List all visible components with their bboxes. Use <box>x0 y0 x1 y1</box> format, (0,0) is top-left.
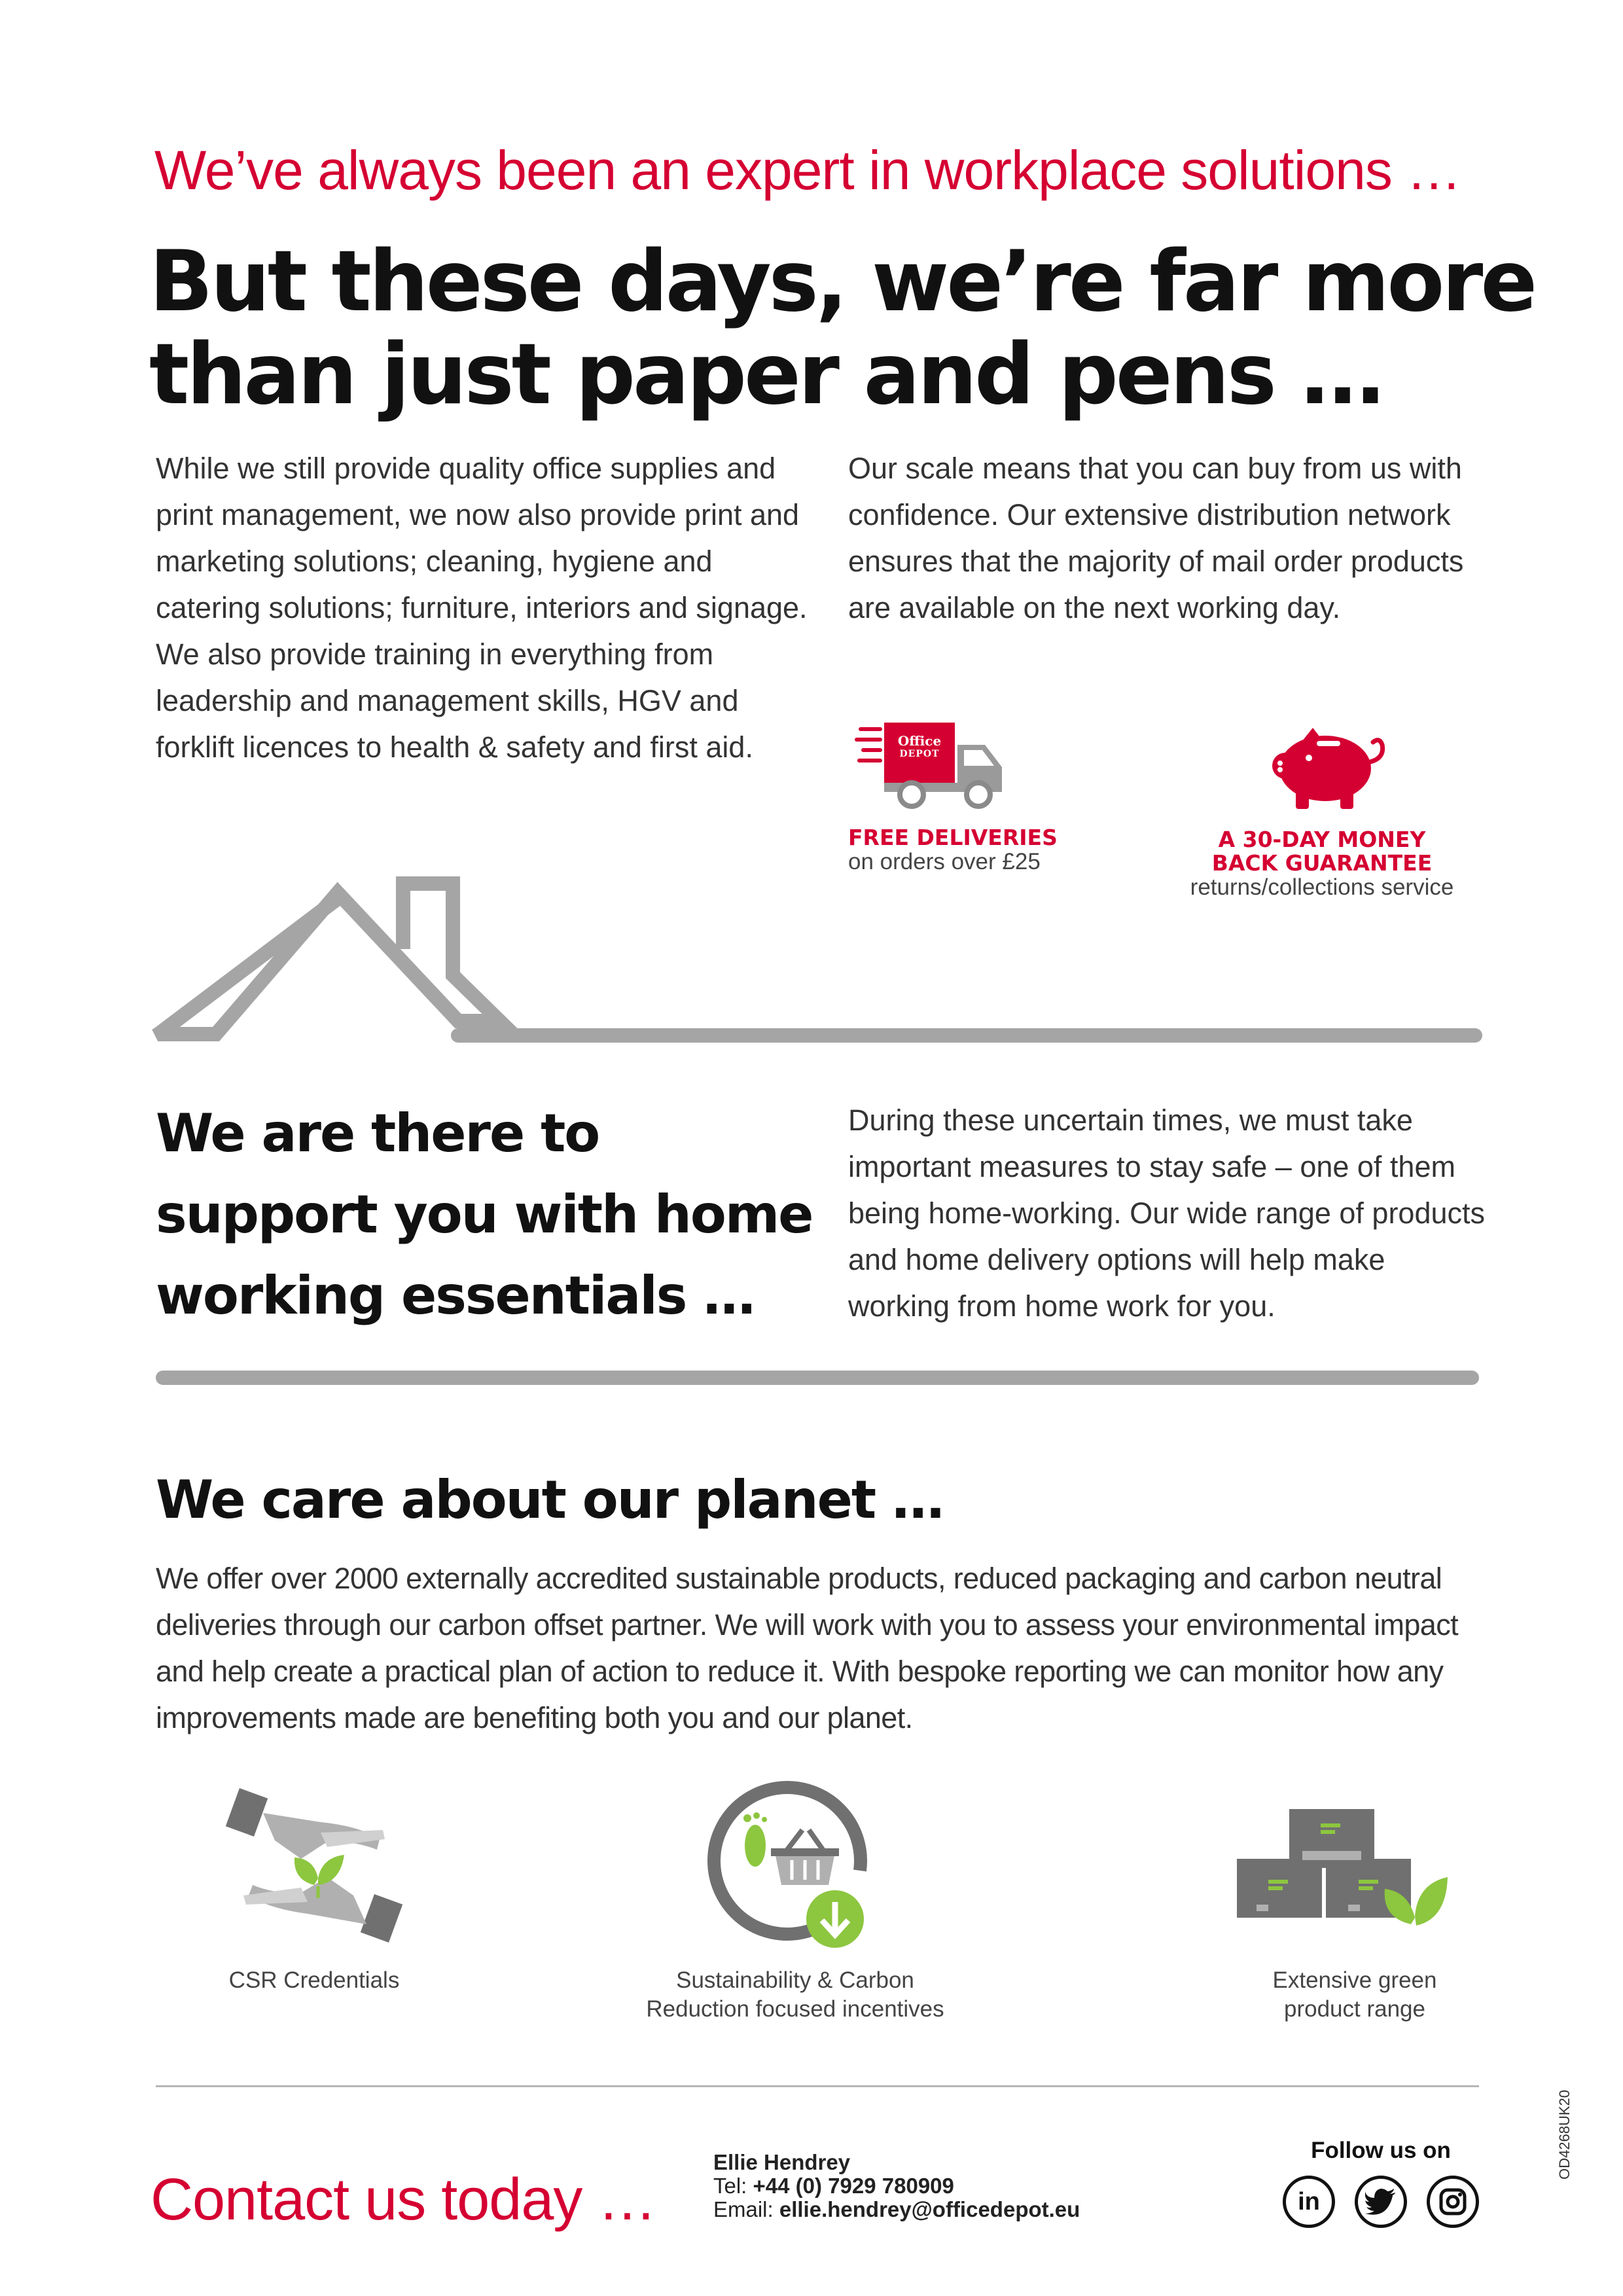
headline <box>149 233 1563 423</box>
home-working-title-line-2: support you with home <box>156 1184 813 1245</box>
icon-caption-sustainability <box>599 1966 991 2024</box>
feature-title: FREE DELIVERIES <box>848 825 1058 850</box>
feature-title-line-1: A 30-DAY MONEY <box>1218 827 1426 852</box>
linkedin-icon[interactable] <box>1283 2176 1335 2228</box>
contact-email-row <box>713 2198 1211 2221</box>
document-code: OD4268UK20 <box>1556 2090 1573 2179</box>
boxes-leaf-icon <box>1237 1806 1479 1944</box>
planet-paragraph: We offer over 2000 externally accredited sustainable products, reduced packaging and carbon neutral deliveries through our carbon offset partner. We will work with you to assess your environmental impact and help create a practical plan of action to reduce it. With bespoke reporting we can monitor how any improvements made are benefiting both you and our planet. <box>156 1562 1459 1734</box>
follow-us-label: Follow us on <box>1311 2138 1451 2163</box>
home-working-paragraph: During these uncertain times, we must take important measures to stay safe – one of them being home-working. Our wide range of products and home delivery options will help make working from home work for you. <box>848 1103 1486 1323</box>
hands-leaf-icon <box>223 1787 412 1950</box>
truck-logo-line-2: DEPOT <box>899 749 940 759</box>
icon-caption-csr <box>151 1966 478 1995</box>
planet-title: We care about our planet … <box>156 1469 943 1530</box>
instagram-icon[interactable] <box>1427 2176 1479 2228</box>
truck-logo-text <box>884 734 955 761</box>
feature-title-line-2: BACK GUARANTEE <box>1211 850 1433 876</box>
linkedin-glyph: in <box>1298 2187 1320 2215</box>
email-link[interactable]: ellie.hendrey@officedepot.eu <box>779 2197 1080 2221</box>
home-working-title <box>156 1093 876 1336</box>
piggy-bank-icon <box>1270 726 1394 812</box>
feature-subtitle: on orders over £25 <box>848 849 1041 874</box>
caption-line-2: product range <box>1284 1996 1425 2022</box>
home-working-title-line-1: We are there to <box>156 1103 599 1164</box>
intro-kicker: We’ve always been an expert in workplace solutions … <box>154 139 1461 201</box>
tel-number[interactable]: +44 (0) 7929 780909 <box>753 2174 954 2198</box>
house-outline-divider <box>151 851 1486 1060</box>
truck-logo-line-1: Office <box>897 733 942 749</box>
basket-footprint-icon <box>707 1780 877 1950</box>
contact-name: Ellie Hendrey <box>713 2150 851 2174</box>
twitter-icon[interactable] <box>1355 2176 1407 2228</box>
caption-line-1: CSR Credentials <box>228 1967 400 1993</box>
headline-line-1: But these days, we’re far more <box>149 233 1535 331</box>
contact-cta: Contact us today … <box>151 2167 656 2233</box>
contact-details <box>713 2151 1211 2221</box>
intro-left-paragraph: While we still provide quality office supplies and print management, we now also provide print and marketing solutions; cleaning, hygiene and catering solutions; furniture, interiors and signage. We also provide training in everything from leadership and management skills, HGV and forklift licences to health & safety and first aid. <box>156 452 808 764</box>
intro-right-paragraph: Our scale means that you can buy from us with confidence. Our extensive distribution network ensures that the majority of mail order products are available on the next working day. <box>848 452 1464 624</box>
caption-line-1: Extensive green <box>1272 1967 1437 1993</box>
feature-subtitle: returns/collections service <box>1190 874 1454 900</box>
home-working-title-line-3: working essentials … <box>156 1265 755 1326</box>
icon-caption-green-range <box>1191 1966 1518 2024</box>
caption-line-1: Sustainability & Carbon <box>676 1967 914 1993</box>
headline-line-2: than just paper and pens … <box>149 326 1382 423</box>
contact-tel-row <box>713 2174 1211 2198</box>
tel-label: Tel: <box>713 2174 747 2198</box>
email-label: Email: <box>713 2197 774 2221</box>
footer-divider-line <box>156 2085 1479 2087</box>
caption-line-2: Reduction focused incentives <box>646 1996 944 2022</box>
section-divider-bar <box>156 1371 1479 1385</box>
